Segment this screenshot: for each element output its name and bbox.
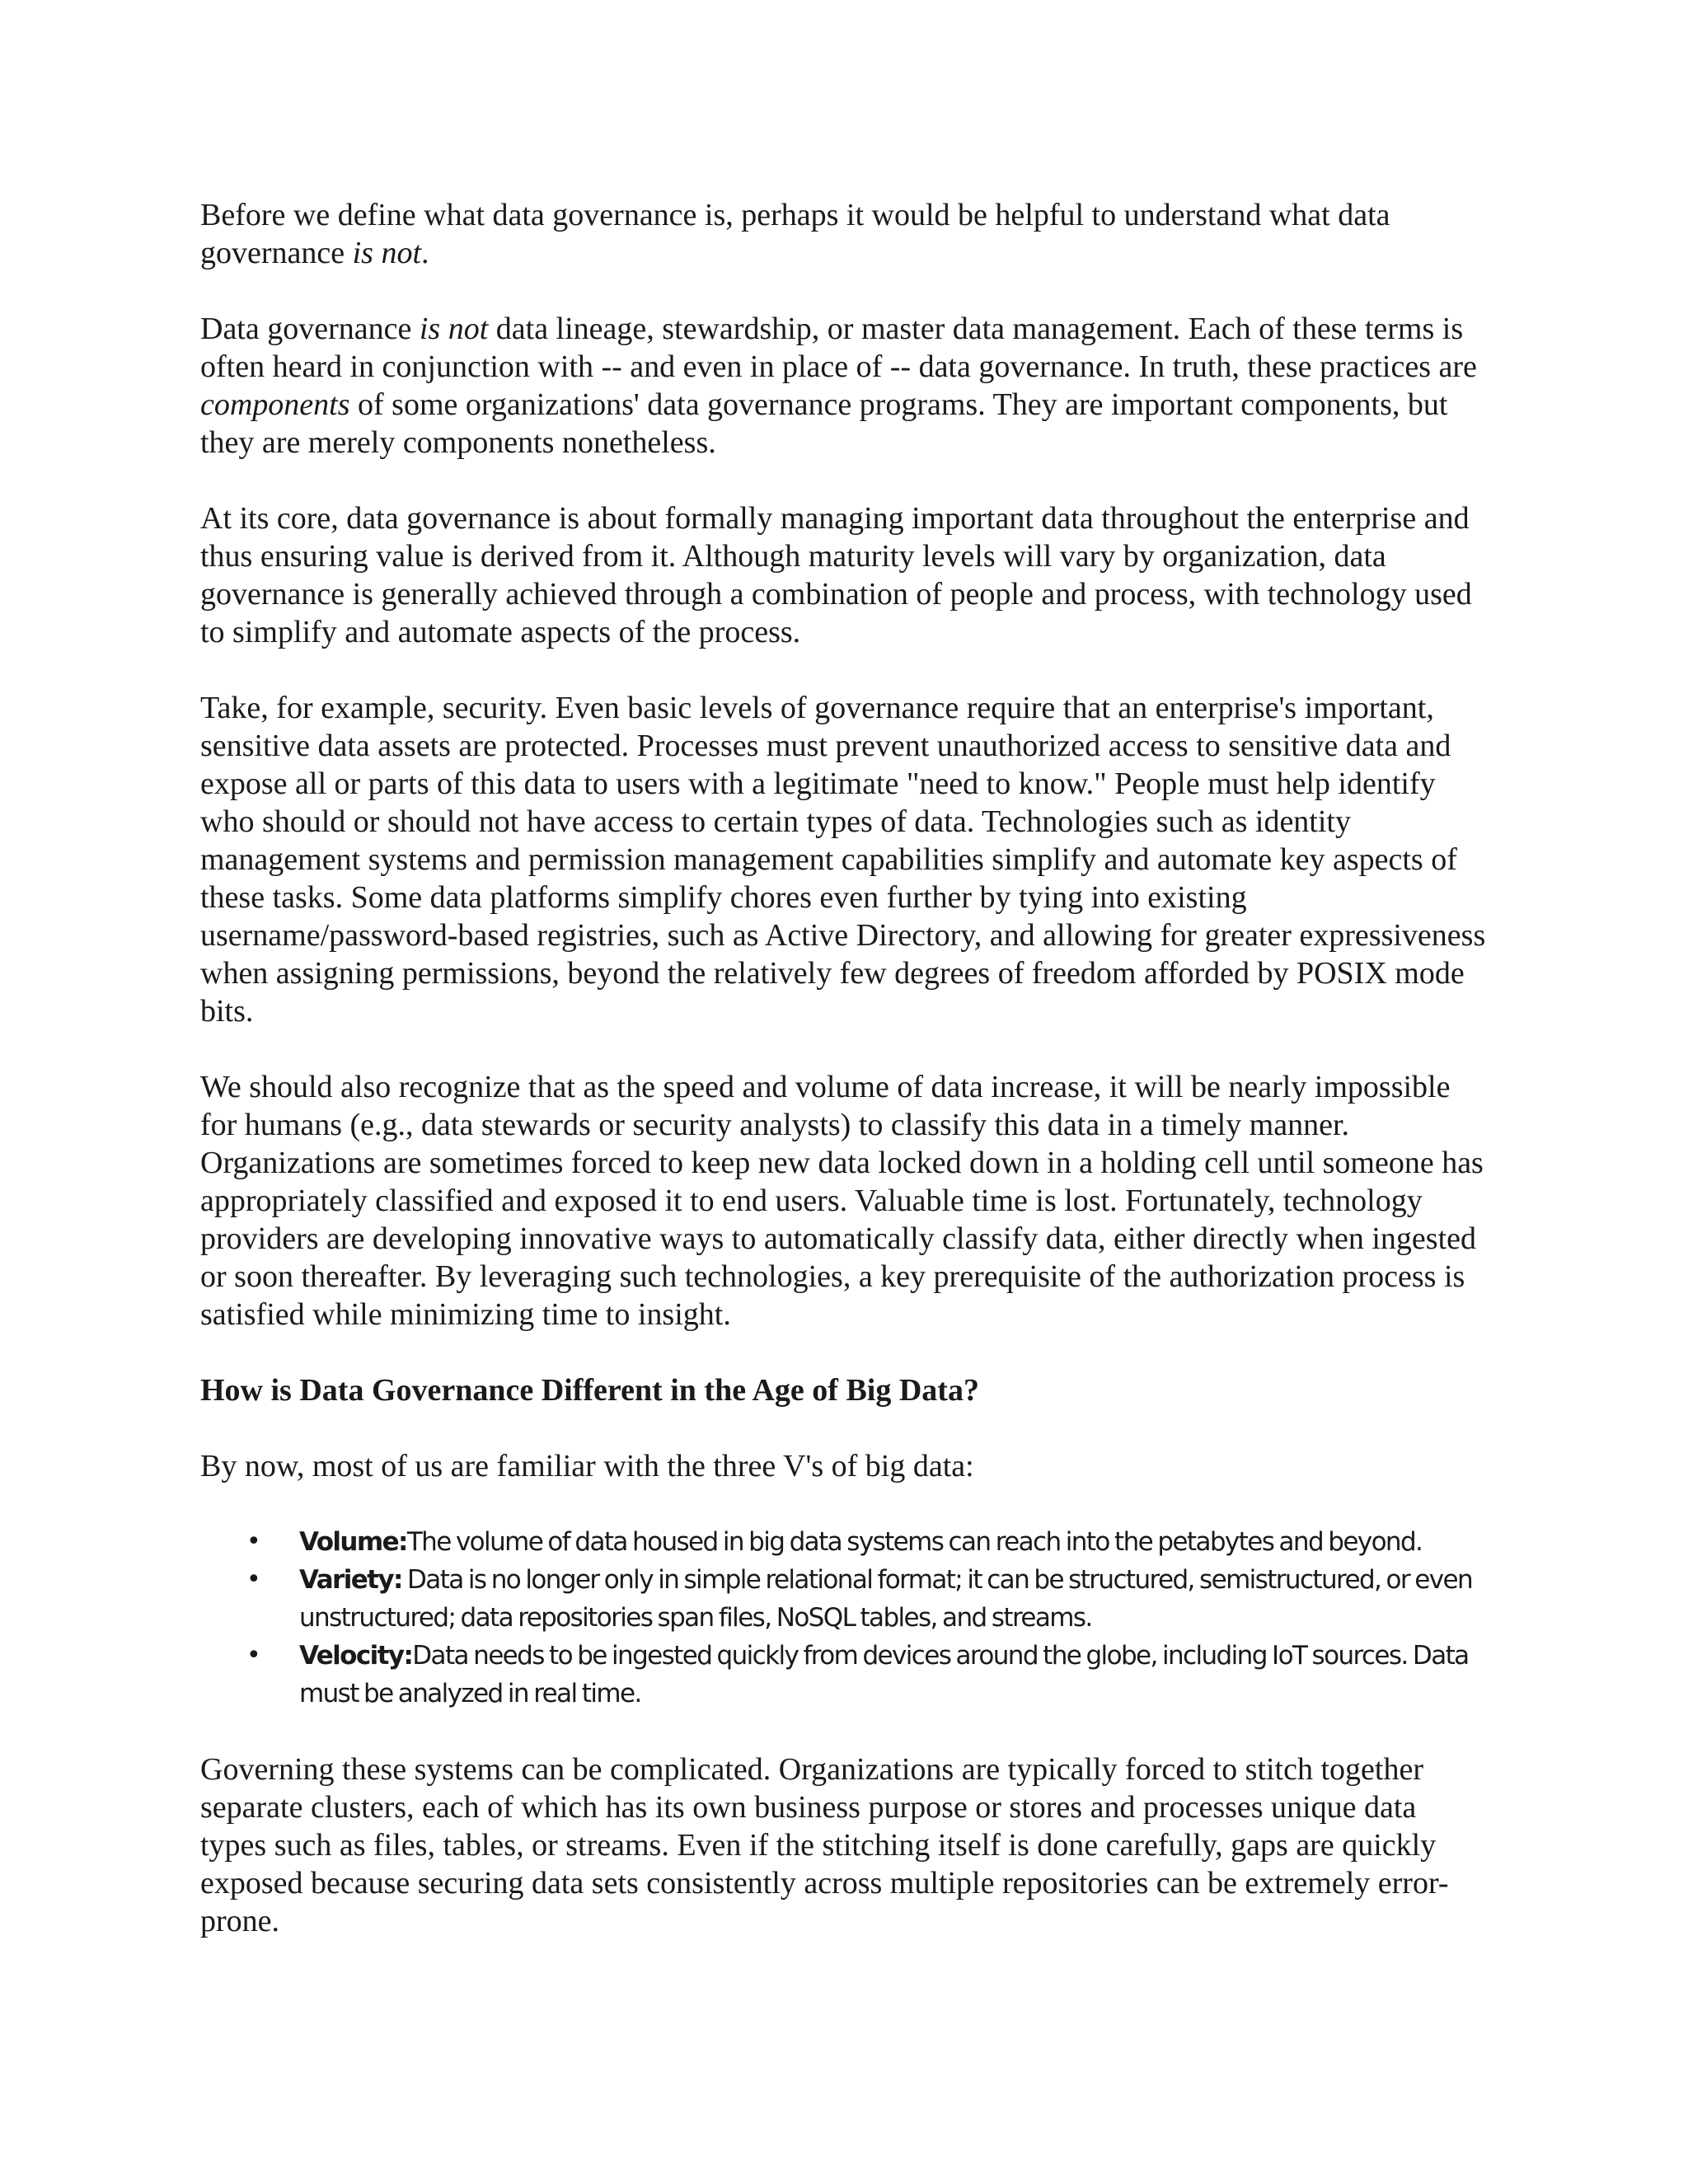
three-vs-intro: By now, most of us are familiar with the three V's of big data: [200,1449,974,1483]
volume-term: Volume: [299,1527,407,1557]
list-item-variety [200,1561,1486,1637]
definition-emphasis-1: is not [419,312,489,346]
definition-text-c: of some organizations' data governance programs. They are important components, but they are merely components nonetheless. [200,387,1448,460]
security-paragraph: Take, for example, security. Even basic levels of governance require that an enterprise's important, sensitive data assets are protected. Processes must prevent unauthorized access to sensitive data and expose all or parts of this data to users with a legitimate "need to know." People must help identify who should or should not have access to certain types of data. Technologies such as identity management systems and permission management capabilities simplify and automate key aspects of these tasks. Some data platforms simplify chores even further by tying into existing username/password-based registries, such as Active Directory, and allowing for greater expressiveness when assigning permissions, beyond the relatively few degrees of freedom afforded by POSIX mode bits. [200,691,1486,1029]
section-heading: How is Data Governance Different in the Age of Big Data? [200,1373,979,1408]
intro-paragraph [200,196,1486,272]
intro-text-end: . [421,236,429,270]
core-paragraph: At its core, data governance is about formally managing important data throughout the enterprise and thus ensuring value is derived from it. Although maturity levels will vary by organization, data governance is generally achieved through a combination of people and process, with technology used to simplify and automate aspects of the process. [200,501,1472,649]
three-vs-list [200,1523,1486,1713]
definition-text-b: data lineage, stewardship, or master data management. Each of these terms is often heard in conjunction with -- and even in place of -- data governance. In truth, these practices are [200,312,1477,384]
definition-paragraph [200,310,1486,462]
bullet-icon: • [246,1641,261,1670]
bullet-icon: • [246,1565,261,1594]
bullet-icon: • [246,1527,261,1556]
velocity-description: Data needs to be ingested quickly from devices around the globe, including IoT sources. Data must be analyzed in real time. [299,1641,1469,1708]
definition-emphasis-2: components [200,387,350,422]
list-item-volume [200,1523,1486,1561]
governing-paragraph: Governing these systems can be complicated. Organizations are typically forced to stitch together separate clusters, each of which has its own business purpose or stores and processes unique data types such as files, tables, or streams. Even if the stitching itself is done carefully, gaps are quickly exposed because securing data sets consistently across multiple repositories can be extremely error-prone. [200,1752,1449,1938]
intro-emphasis: is not [352,236,422,270]
list-item-velocity [200,1637,1486,1713]
classification-paragraph: We should also recognize that as the speed and volume of data increase, it will be nearly impossible for humans (e.g., data stewards or security analysts) to classify this data in a timely manner. Organizations are sometimes forced to keep new data locked down in a holding cell until someone has appropriately classified and exposed it to end users. Valuable time is lost. Fortunately, technology providers are developing innovative ways to automatically classify data, either directly when ingested or soon thereafter. By leveraging such technologies, a key prerequisite of the authorization process is satisfied while minimizing time to insight. [200,1070,1484,1332]
intro-text: Before we define what data governance is, perhaps it would be helpful to understand what data governance [200,198,1390,270]
velocity-term: Velocity: [299,1641,413,1671]
volume-description: The volume of data housed in big data systems can reach into the petabytes and beyond. [406,1527,1423,1557]
definition-text-a: Data governance [200,312,420,346]
variety-description: Data is no longer only in simple relational format; it can be structured, semistructured, or even unstructured; data repositories span files, NoSQL tables, and streams. [299,1565,1473,1633]
document-body [200,196,1486,1978]
variety-term: Variety: [299,1565,402,1595]
